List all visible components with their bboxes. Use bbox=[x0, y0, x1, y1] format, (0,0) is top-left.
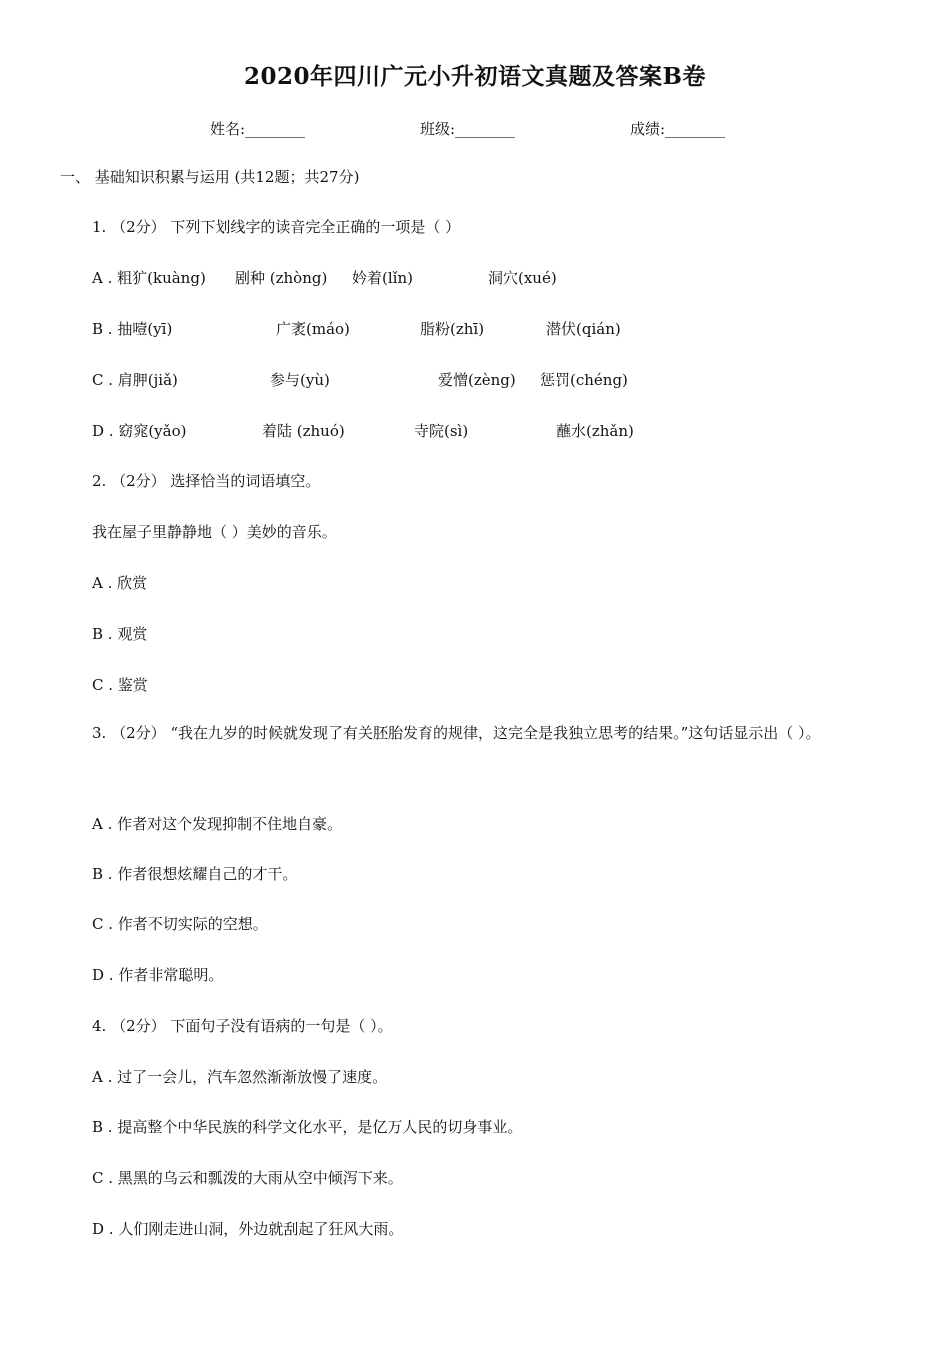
option-cell: 爱憎(zèng) bbox=[438, 371, 516, 389]
question-4-option-b: B . 提高整个中华民族的科学文化水平，是亿万人民的切身事业。 bbox=[92, 1118, 523, 1136]
score-field: 成绩:________ bbox=[630, 120, 726, 138]
class-field: 班级:________ bbox=[420, 120, 516, 138]
option-cell: 潜伏(qián) bbox=[546, 320, 621, 338]
option-cell: 妗着(lǐn) bbox=[352, 269, 413, 287]
option-cell: 着陆 (zhuó) bbox=[262, 422, 345, 440]
question-2-option-b: B . 观赏 bbox=[92, 625, 148, 643]
option-cell: A . 粗犷(kuàng) bbox=[92, 269, 206, 287]
question-3-stem-block bbox=[60, 716, 900, 750]
page-title: 2020年四川广元小升初语文真题及答案B卷 bbox=[244, 63, 706, 90]
option-cell: C . 肩胛(jiǎ) bbox=[92, 371, 178, 389]
question-4-option-a: A . 过了一会儿，汽车忽然渐渐放慢了速度。 bbox=[92, 1068, 388, 1086]
option-cell: 洞穴(xué) bbox=[488, 269, 557, 287]
question-2-option-a: A . 欣赏 bbox=[92, 574, 148, 592]
option-cell: 广袤(máo) bbox=[276, 320, 350, 338]
option-cell: 蘸水(zhǎn) bbox=[556, 422, 634, 440]
option-cell: D . 窈窕(yǎo) bbox=[92, 422, 187, 440]
question-2-stem: 2. （2分） 选择恰当的词语填空。 bbox=[92, 472, 321, 490]
option-cell: 剧种 (zhòng) bbox=[235, 269, 328, 287]
question-3-option-d: D . 作者非常聪明。 bbox=[92, 966, 224, 984]
question-1-stem: 1. （2分） 下列下划线字的读音完全正确的一项是（ ） bbox=[92, 218, 461, 236]
question-3-option-a: A . 作者对这个发现抑制不住地自豪。 bbox=[92, 815, 343, 833]
question-3-stem: 3. （2分） “我在九岁的时候就发现了有关胚胎发育的规律，这完全是我独立思考的结果。”这句话显示出（ ）。 bbox=[92, 724, 821, 742]
question-3-option-b: B . 作者很想炫耀自己的才干。 bbox=[92, 865, 298, 883]
question-4-option-c: C . 黑黑的乌云和瓢泼的大雨从空中倾泻下来。 bbox=[92, 1169, 403, 1187]
question-2-option-c: C . 鉴赏 bbox=[92, 676, 148, 694]
question-2-sentence: 我在屋子里静静地（ ）美妙的音乐。 bbox=[92, 523, 337, 541]
option-cell: 脂粉(zhī) bbox=[420, 320, 485, 338]
option-cell: 参与(yù) bbox=[270, 371, 330, 389]
question-4-stem: 4. （2分） 下面句子没有语病的一句是（ ）。 bbox=[92, 1017, 393, 1035]
name-field: 姓名:________ bbox=[210, 120, 306, 138]
section-heading: 一、 基础知识积累与运用 (共12题；共27分) bbox=[60, 168, 360, 186]
question-4-option-d: D . 人们刚走进山洞，外边就刮起了狂风大雨。 bbox=[92, 1220, 404, 1238]
option-cell: 寺院(sì) bbox=[414, 422, 469, 440]
option-cell: B . 抽噎(yī) bbox=[92, 320, 173, 338]
option-cell: 惩罚(chéng) bbox=[540, 371, 628, 389]
question-3-option-c: C . 作者不切实际的空想。 bbox=[92, 915, 268, 933]
